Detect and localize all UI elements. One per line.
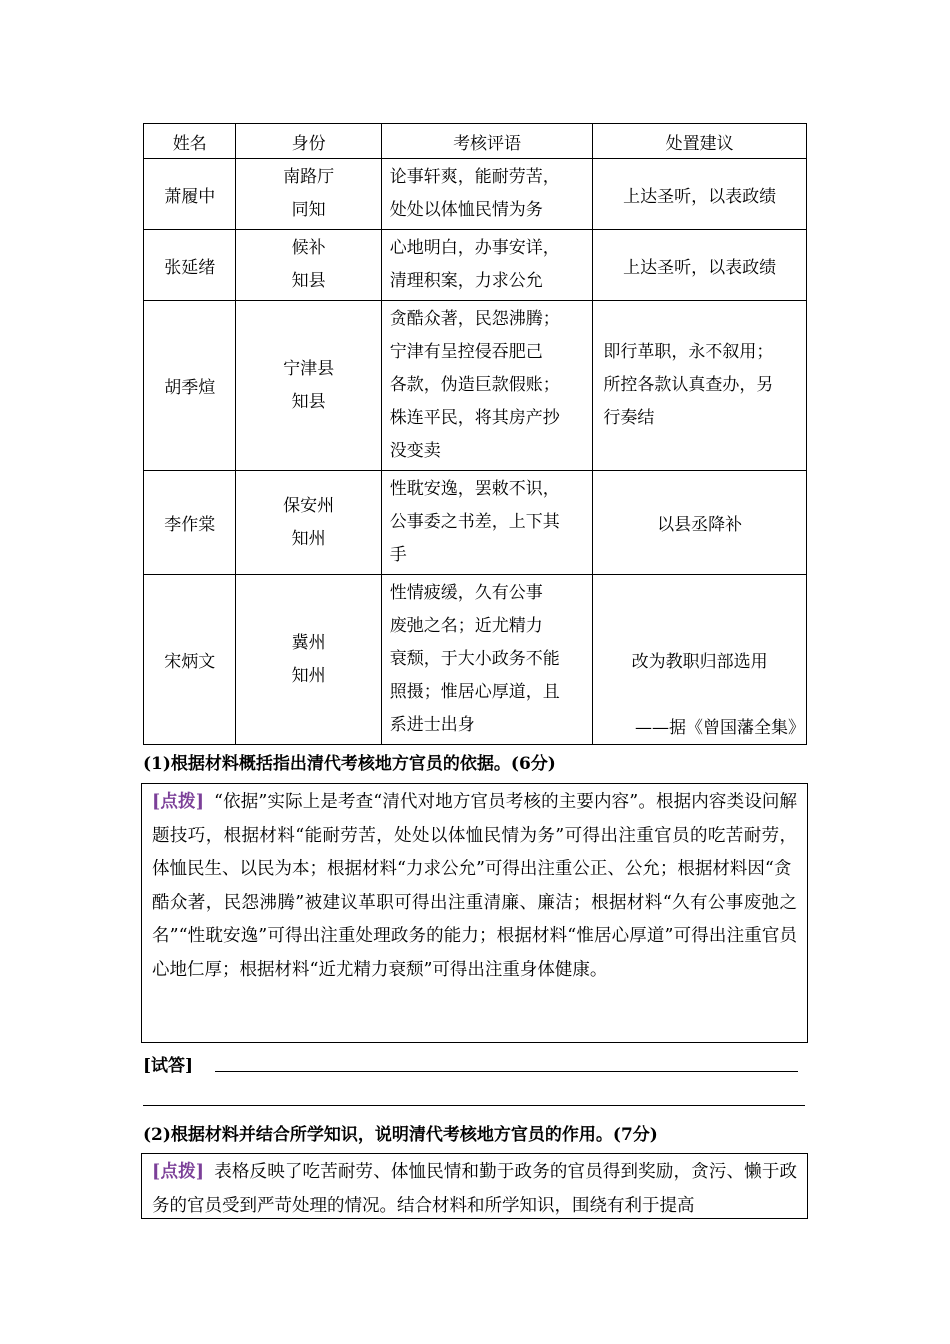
header-name: 姓名 <box>144 124 236 159</box>
evaluation-line: 没变卖 <box>389 441 441 461</box>
official-name: 宋炳文 <box>144 575 236 745</box>
official-action <box>593 230 807 301</box>
official-evaluation <box>381 159 593 230</box>
header-action: 处置建议 <box>593 124 807 159</box>
official-evaluation <box>381 471 593 575</box>
question-2: (2)根据材料并结合所学知识，说明清代考核地方官员的作用。(7分) <box>143 1125 658 1145</box>
source-citation: ——据《曾国藩全集》 <box>635 718 805 738</box>
official-identity <box>236 301 381 471</box>
evaluation-line: 系进士出身 <box>389 715 475 735</box>
evaluation-line: 性耽安逸，罢敕不识， <box>389 479 560 499</box>
evaluation-line: 性情疲缓，久有公事 <box>389 583 543 603</box>
official-identity <box>236 230 381 301</box>
identity-line: 知州 <box>291 528 326 549</box>
action-line: 上达圣听，以表政绩 <box>623 257 777 278</box>
answer-line <box>143 1105 805 1106</box>
official-name: 萧履中 <box>144 159 236 230</box>
evaluation-line: 手 <box>389 545 407 565</box>
question-1: (1)根据材料概括指出清代考核地方官员的依据。(6分) <box>143 754 556 774</box>
action-line: 行奏结 <box>603 408 655 428</box>
officials-table <box>143 123 807 745</box>
identity-line: 知县 <box>291 391 326 412</box>
hint-text: 表格反映了吃苦耐劳、体恤民情和勤于政务的官员得到奖励，贪污、懒于政务的官员受到严苛处理的情况。结合材料和所学知识，围绕有利于提高 <box>152 1162 798 1216</box>
table-row <box>144 471 807 575</box>
official-evaluation <box>381 230 593 301</box>
answer-label: [试答] <box>143 1056 194 1076</box>
official-action <box>593 471 807 575</box>
header-identity: 身份 <box>236 124 381 159</box>
hint-box-1 <box>141 783 808 1043</box>
evaluation-line: 贪酷众著，民怨沸腾； <box>389 309 560 329</box>
official-action <box>593 159 807 230</box>
evaluation-line: 处处以体恤民情为务 <box>389 200 543 220</box>
action-line: 即行革职，永不叙用； <box>603 342 774 362</box>
table-row <box>144 301 807 471</box>
identity-line: 南路厅 <box>283 167 335 187</box>
identity-line: 冀州 <box>291 632 326 653</box>
official-name: 胡季煊 <box>144 301 236 471</box>
official-name: 张延绪 <box>144 230 236 301</box>
evaluation-line: 宁津有呈控侵吞肥己 <box>389 342 543 362</box>
official-identity <box>236 159 381 230</box>
hint-box-2 <box>141 1153 808 1219</box>
official-action <box>593 301 807 471</box>
evaluation-line: 各款，伪造巨款假账； <box>389 375 560 395</box>
evaluation-line: 照摄；惟居心厚道，且 <box>389 682 560 702</box>
identity-line: 知州 <box>291 665 326 686</box>
evaluation-line: 株连平民，将其房产抄 <box>389 408 560 428</box>
action-line: 所控各款认真查办，另 <box>603 375 774 395</box>
answer-line <box>215 1071 798 1072</box>
identity-line: 同知 <box>291 200 326 220</box>
identity-line: 候补 <box>291 238 326 258</box>
hint-text-continued: 酷众著，民怨沸腾”被建议革职可得出注重清廉、廉洁；根据材料“久有公事废弛之名”“性耽安逸”可得出注重处理政务的能力；根据材料“惟居心厚道”可得出注重官员心地仁厚；根据材料“近尤精力衰颓”可得出注重身体健康。 <box>152 892 797 980</box>
hint-label: [点拨] <box>152 792 204 812</box>
table-header-row <box>144 124 807 159</box>
official-identity <box>236 471 381 575</box>
hint-text: “依据”实际上是考查“清代对地方官员考核的主要内容”。根据内容类设问解题技巧，根据材料“能耐劳苦，处处以体恤民情为务”可得出注重官员的吃苦耐劳，体恤民生、以民为本；根据材料“力求公允”可得出注重公正、公允；根据材料因“贪 <box>152 792 797 879</box>
evaluation-line: 心地明白，办事安详， <box>389 238 560 258</box>
evaluation-line: 公事委之书差，上下其 <box>389 512 560 532</box>
table-row <box>144 159 807 230</box>
evaluation-line: 论事轩爽，能耐劳苦， <box>389 167 560 187</box>
action-line: 以县丞降补 <box>657 515 743 535</box>
official-evaluation <box>381 301 593 471</box>
official-name: 李作棠 <box>144 471 236 575</box>
identity-line: 宁津县 <box>283 358 335 379</box>
table-row <box>144 230 807 301</box>
header-evaluation: 考核评语 <box>381 124 593 159</box>
action-line: 上达圣听，以表政绩 <box>623 186 777 207</box>
official-identity <box>236 575 381 745</box>
evaluation-line: 废弛之名；近尤精力 <box>389 616 543 636</box>
evaluation-line: 衰颓，于大小政务不能 <box>389 649 560 669</box>
official-evaluation <box>381 575 593 745</box>
evaluation-line: 清理积案，力求公允 <box>389 271 543 291</box>
action-line: 改为教职归部选用 <box>631 652 768 672</box>
hint-label: [点拨] <box>152 1162 205 1182</box>
identity-line: 保安州 <box>283 495 335 516</box>
identity-line: 知县 <box>291 271 326 291</box>
